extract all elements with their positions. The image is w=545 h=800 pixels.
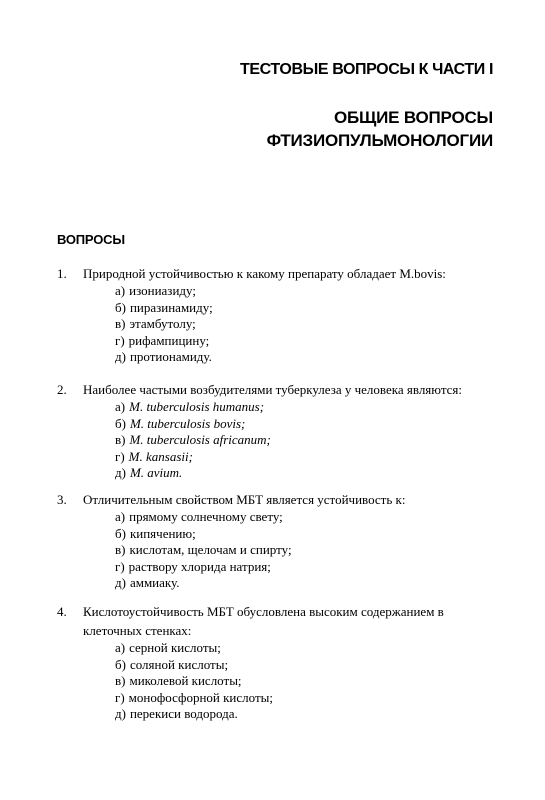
answer-option xyxy=(115,349,507,366)
answer-option xyxy=(115,509,507,526)
option-text: рифампицину; xyxy=(128,332,210,348)
option-text: M. tuberculosis humanus; xyxy=(129,399,265,414)
section-title xyxy=(240,106,493,152)
answer-option xyxy=(115,300,507,317)
answer-option xyxy=(115,283,507,300)
option-text: M. avium. xyxy=(129,465,183,480)
question-2 xyxy=(57,380,507,482)
question-4 xyxy=(57,602,507,723)
option-text: аммиаку. xyxy=(129,575,180,590)
answer-option xyxy=(115,657,507,674)
answer-list xyxy=(57,283,507,366)
answer-option xyxy=(115,690,507,707)
option-letter: д) xyxy=(115,575,126,590)
question-stem xyxy=(57,490,507,509)
answer-option xyxy=(115,316,507,333)
question-3 xyxy=(57,490,507,592)
option-letter: б) xyxy=(115,299,126,315)
option-text: протионамиду. xyxy=(129,349,212,364)
option-text: кипячению; xyxy=(129,525,196,541)
option-text: миколевой кислоты; xyxy=(129,673,242,688)
question-text: Наиболее частыми возбудителями туберкулеза у человека являются: xyxy=(83,382,463,397)
section-title-line2: ФТИЗИОПУЛЬМОНОЛОГИИ xyxy=(266,131,493,150)
questions-heading: ВОПРОСЫ xyxy=(57,232,125,247)
question-number: 1. xyxy=(57,266,67,281)
option-letter: б) xyxy=(115,415,126,431)
option-text: этамбутолу; xyxy=(129,316,196,331)
option-text: M. tuberculosis bovis; xyxy=(129,415,246,431)
answer-option xyxy=(115,640,507,657)
option-text: соляной кислоты; xyxy=(129,656,229,672)
question-stem xyxy=(57,602,507,621)
answer-option xyxy=(115,416,507,433)
option-letter: а) xyxy=(115,509,126,524)
question-stem xyxy=(57,380,507,399)
option-letter: в) xyxy=(115,316,126,331)
option-letter: г) xyxy=(115,689,125,705)
section-title-line1: ОБЩИЕ ВОПРОСЫ xyxy=(334,108,493,127)
answer-option xyxy=(115,526,507,543)
answer-option xyxy=(115,432,507,449)
answer-list xyxy=(57,509,507,592)
question-text: Отличительным свойством МБТ является устойчивость к: xyxy=(83,492,406,507)
option-letter: б) xyxy=(115,525,126,541)
part-title: ТЕСТОВЫЕ ВОПРОСЫ К ЧАСТИ I xyxy=(240,61,493,78)
option-letter: г) xyxy=(115,558,125,574)
question-number: 4. xyxy=(57,604,67,619)
answer-option xyxy=(115,399,507,416)
option-letter: в) xyxy=(115,673,126,688)
option-text: серной кислоты; xyxy=(129,640,221,655)
question-1 xyxy=(57,264,507,366)
option-letter: г) xyxy=(115,332,125,348)
answer-option xyxy=(115,465,507,482)
question-text: Природной устойчивостью к какому препарату обладает M.bovis: xyxy=(83,266,446,281)
answer-list xyxy=(57,399,507,482)
option-text: раствору хлорида натрия; xyxy=(128,558,271,574)
option-letter: в) xyxy=(115,432,126,447)
question-stem xyxy=(57,264,507,283)
question-stem-continuation: клеточных стенках: xyxy=(83,623,192,638)
option-text: прямому солнечному свету; xyxy=(129,509,283,524)
question-number: 3. xyxy=(57,492,67,507)
answer-option xyxy=(115,559,507,576)
answer-option xyxy=(115,333,507,350)
option-text: перекиси водорода. xyxy=(129,706,238,721)
option-letter: а) xyxy=(115,640,126,655)
option-text: кислотам, щелочам и спирту; xyxy=(129,542,292,557)
option-text: монофосфорной кислоты; xyxy=(128,689,274,705)
answer-option xyxy=(115,706,507,723)
answer-list xyxy=(57,640,507,723)
option-letter: д) xyxy=(115,706,126,721)
option-letter: а) xyxy=(115,399,126,414)
question-text: Кислотоустойчивость МБТ обусловлена высоким содержанием в xyxy=(83,604,444,619)
option-letter: а) xyxy=(115,283,126,298)
option-letter: г) xyxy=(115,448,125,464)
answer-option xyxy=(115,575,507,592)
option-letter: в) xyxy=(115,542,126,557)
page-header xyxy=(240,60,493,152)
option-text: M. tuberculosis africanum; xyxy=(129,432,271,447)
option-letter: д) xyxy=(115,465,126,480)
option-text: изониазиду; xyxy=(129,283,196,298)
option-letter: д) xyxy=(115,349,126,364)
answer-option xyxy=(115,542,507,559)
question-number: 2. xyxy=(57,382,67,397)
option-text: M. kansasii; xyxy=(128,448,193,464)
option-text: пиразинамиду; xyxy=(129,299,213,315)
option-letter: б) xyxy=(115,656,126,672)
answer-option xyxy=(115,673,507,690)
answer-option xyxy=(115,449,507,466)
